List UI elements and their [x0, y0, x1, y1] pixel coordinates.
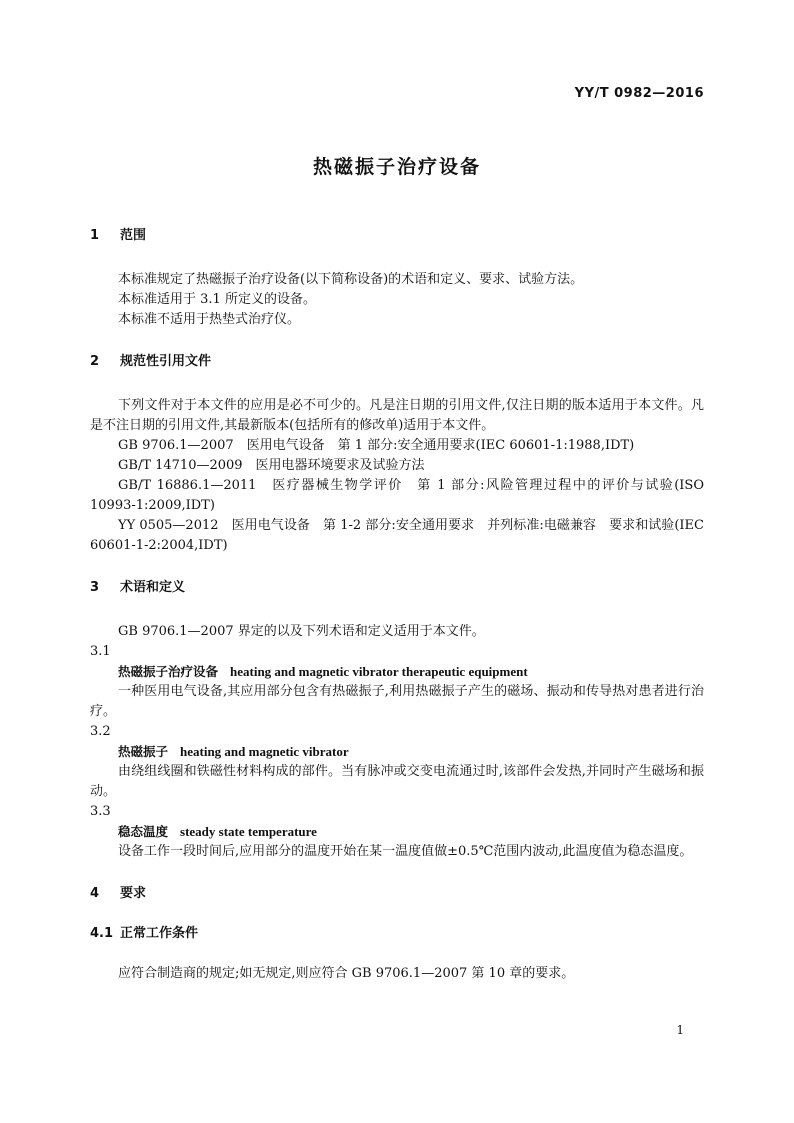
term-number: 3.2	[90, 724, 111, 739]
term-zh: 热磁振子治疗设备	[118, 664, 219, 679]
term-heading	[90, 742, 704, 762]
paragraph: 本标准不适用于热垫式治疗仪。	[118, 312, 301, 327]
paragraph: GB 9706.1—2007 界定的以及下列术语和定义适用于本文件。	[118, 624, 485, 639]
term-heading	[90, 822, 704, 842]
section-3-heading	[90, 578, 704, 598]
document-code: YY/T 0982—2016	[574, 86, 704, 101]
section-number: 1	[90, 228, 100, 243]
paragraph: 下列文件对于本文件的应用是必不可少的。凡是注日期的引用文件,仅注日期的版本适用于本文件。凡是不注日期的引用文件,其最新版本(包括所有的修改单)适用于本文件。	[90, 398, 704, 433]
document-title: 热磁振子治疗设备	[312, 156, 481, 178]
term-zh: 稳态温度	[118, 824, 169, 839]
reference-item: GB/T 16886.1—2011 医疗器械生物学评价 第 1 部分:风险管理过程中的评价与试验(ISO 10993-1:2009,IDT)	[90, 478, 704, 513]
term-zh: 热磁振子	[118, 744, 169, 759]
section-4-heading	[90, 884, 704, 904]
paragraph: 本标准适用于 3.1 所定义的设备。	[118, 292, 316, 307]
section-title: 要求	[120, 886, 147, 901]
term-definition: 一种医用电气设备,其应用部分包含有热磁振子,利用热磁振子产生的磁场、振动和传导热对患者进行治疗。	[90, 684, 704, 719]
subsection-title: 正常工作条件	[120, 926, 199, 941]
term-en: heating and magnetic vibrator	[180, 744, 349, 759]
section-2-heading	[90, 352, 704, 372]
term-number: 3.1	[90, 644, 111, 659]
reference-item: GB/T 14710—2009 医用电器环境要求及试验方法	[118, 458, 425, 473]
reference-item: YY 0505—2012 医用电气设备 第 1-2 部分:安全通用要求 并列标准:电磁兼容 要求和试验(IEC 60601-1-2:2004,IDT)	[90, 518, 704, 553]
reference-item: GB 9706.1—2007 医用电气设备 第 1 部分:安全通用要求(IEC 60601-1:1988,IDT)	[118, 438, 635, 453]
term-heading	[90, 662, 704, 682]
document-body	[90, 226, 704, 984]
subsection-number: 4.1	[90, 926, 114, 941]
section-title: 规范性引用文件	[120, 354, 212, 369]
paragraph: 应符合制造商的规定;如无规定,则应符合 GB 9706.1—2007 第 10 章的要求。	[118, 966, 575, 981]
term-definition: 设备工作一段时间后,应用部分的温度开始在某一温度值做±0.5℃范围内波动,此温度值为稳态温度。	[118, 844, 693, 859]
subsection-4-1-heading	[90, 924, 704, 944]
term-en: heating and magnetic vibrator therapeutic equipment	[230, 664, 528, 679]
term-definition: 由绕组线圈和铁磁性材料构成的部件。当有脉冲或交变电流通过时,该部件会发热,并同时产生磁场和振动。	[90, 764, 704, 799]
paragraph: 本标准规定了热磁振子治疗设备(以下简称设备)的术语和定义、要求、试验方法。	[118, 272, 584, 287]
term-number: 3.3	[90, 804, 111, 819]
section-title: 术语和定义	[120, 580, 186, 595]
term-en: steady state temperature	[180, 824, 317, 839]
section-title: 范围	[120, 228, 147, 243]
section-number: 4	[90, 886, 100, 901]
section-number: 2	[90, 354, 100, 369]
section-number: 3	[90, 580, 100, 595]
section-1-heading	[90, 226, 704, 246]
page-number: 1	[676, 1023, 684, 1037]
